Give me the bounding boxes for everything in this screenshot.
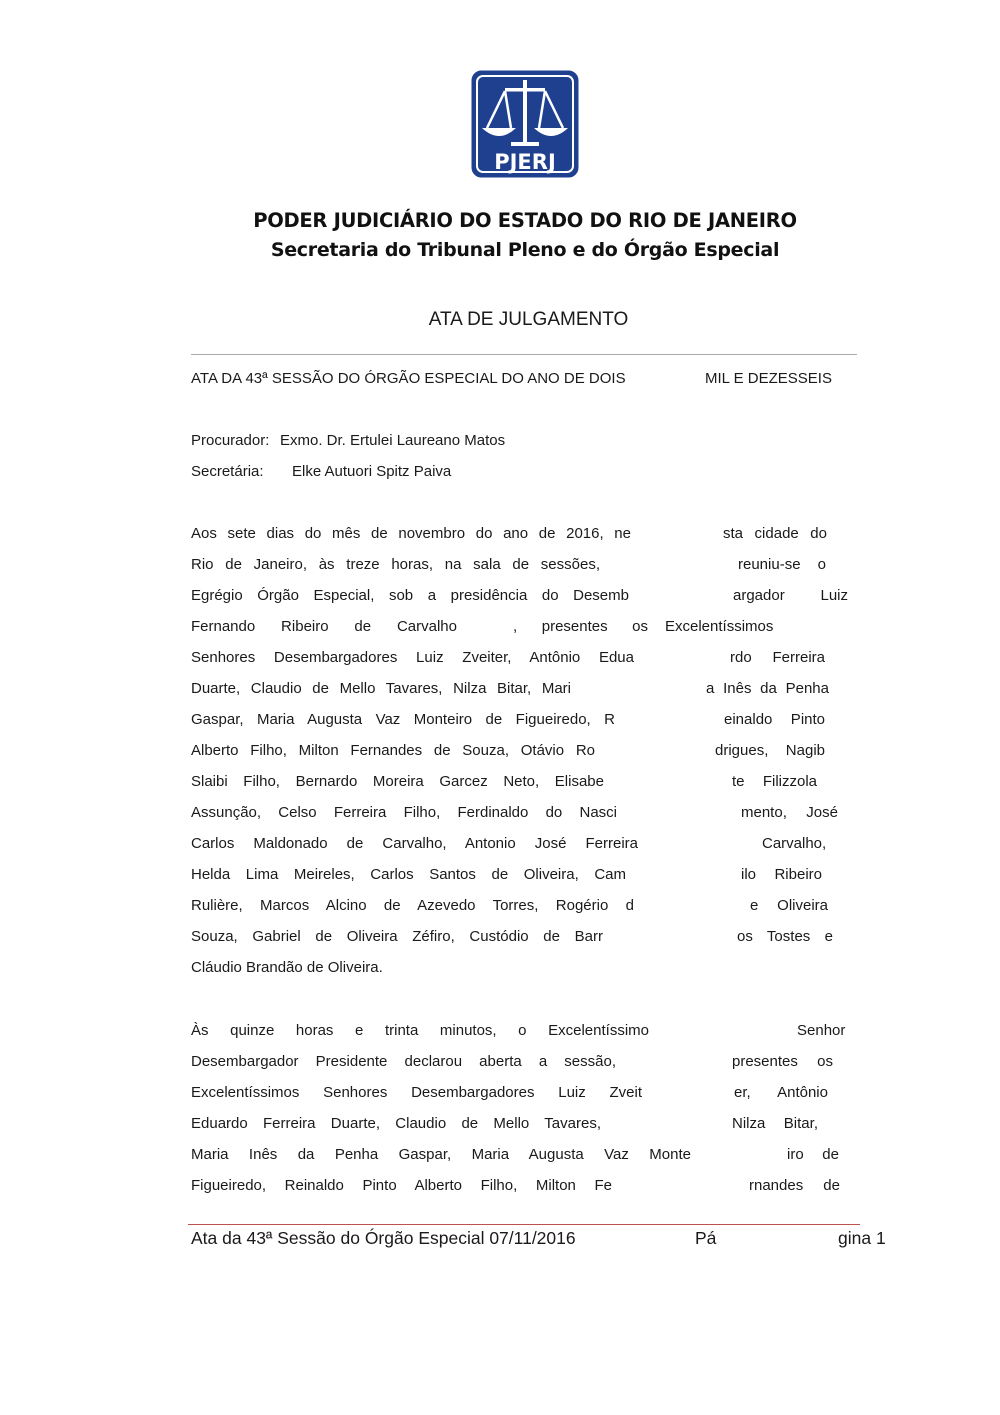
line-text-right: drigues, Nagib	[715, 742, 825, 759]
footer-page-label-start: Pá	[695, 1228, 717, 1248]
line-text-left: Gaspar, Maria Augusta Vaz Monteiro de Figueiredo, R	[191, 711, 615, 728]
procurador-name: Exmo. Dr. Ertulei Laureano Matos	[280, 432, 506, 449]
line-text-right: a Inês da Penha	[706, 680, 829, 697]
line-text-left: Rio de Janeiro, às treze horas, na sala de sessões,	[191, 556, 600, 573]
document-type: ATA DE JULGAMENTO	[428, 309, 629, 330]
line-text-left: Maria Inês da Penha Gaspar, Maria Augusta Vaz Monte	[191, 1146, 691, 1163]
line-text-right: Senhor	[797, 1022, 846, 1039]
line-text-right: argador Luiz	[733, 587, 848, 604]
logo-text: PJERJ	[494, 150, 556, 174]
line-text-right: Carvalho,	[762, 835, 827, 852]
line-text-right: einaldo Pinto	[724, 711, 825, 728]
secretariat-heading: Secretaria do Tribunal Pleno e do Órgão Especial	[270, 239, 780, 261]
line-text-left: Souza, Gabriel de Oliveira Zéfiro, Custódio de Barr	[191, 928, 603, 945]
line-text-middle: , presentes os	[513, 618, 648, 635]
line-text-right: ilo Ribeiro	[741, 866, 822, 883]
line-text-left: Helda Lima Meireles, Carlos Santos de Oliveira, Cam	[191, 866, 626, 883]
line-text-right: presentes os	[732, 1053, 833, 1070]
line-text-left: Fernando Ribeiro de Carvalho	[191, 618, 457, 635]
line-text-left: Excelentíssimos Senhores Desembargadores Luiz Zveit	[191, 1084, 642, 1101]
line-text-right: te Filizzola	[732, 773, 817, 790]
line-text-left: Duarte, Claudio de Mello Tavares, Nilza Bitar, Mari	[191, 680, 571, 697]
line-text-left: Eduardo Ferreira Duarte, Claudio de Mello Tavares,	[191, 1115, 601, 1132]
header-divider	[191, 354, 857, 355]
line-text-right: sta cidade do	[723, 525, 827, 542]
line-text-left: Desembargador Presidente declarou aberta a sessão,	[191, 1053, 616, 1070]
secretaria-label: Secretária:	[191, 463, 264, 480]
line-text-left: Carlos Maldonado de Carvalho, Antonio José Ferreira	[191, 835, 638, 852]
secretaria-name: Elke Autuori Spitz Paiva	[292, 463, 452, 480]
session-title-left: ATA DA 43ª SESSÃO DO ÓRGÃO ESPECIAL DO ANO DE DOIS	[191, 370, 626, 387]
line-text-left: Às quinze horas e trinta minutos, o Excelentíssimo	[191, 1022, 649, 1039]
line-text-right: rdo Ferreira	[730, 649, 825, 666]
footer-divider	[188, 1224, 860, 1225]
procurador-label: Procurador:	[191, 432, 270, 449]
line-text-right: reuniu-se o	[738, 556, 826, 573]
line-text-right: Excelentíssimos	[665, 618, 774, 635]
line-text-left: Slaibi Filho, Bernardo Moreira Garcez Neto, Elisabe	[191, 773, 604, 790]
line-text-right: mento, José	[741, 804, 838, 821]
line-text-left: Assunção, Celso Ferreira Filho, Ferdinaldo do Nasci	[191, 804, 617, 821]
line-text-left: Rulière, Marcos Alcino de Azevedo Torres, Rogério d	[191, 897, 634, 914]
line-text-right: rnandes de	[749, 1177, 840, 1194]
line-text-left: Alberto Filho, Milton Fernandes de Souza, Otávio Ro	[191, 742, 595, 759]
line-text-left: Senhores Desembargadores Luiz Zveiter, Antônio Edua	[191, 649, 634, 666]
line-text-left: Egrégio Órgão Especial, sob a presidência do Desemb	[191, 587, 629, 604]
line-text-right: er, Antônio	[734, 1084, 828, 1101]
line-text-left: Cláudio Brandão de Oliveira.	[191, 959, 383, 976]
session-title-right: MIL E DEZESSEIS	[705, 370, 832, 387]
line-text-right: iro de	[787, 1146, 839, 1163]
line-text-right: e Oliveira	[750, 897, 828, 914]
court-name-heading: PODER JUDICIÁRIO DO ESTADO DO RIO DE JANEIRO	[253, 209, 797, 232]
line-text-right: os Tostes e	[737, 928, 833, 945]
pjerj-logo	[471, 70, 579, 178]
line-text-left: Figueiredo, Reinaldo Pinto Alberto Filho, Milton Fe	[191, 1177, 612, 1194]
line-text-left: Aos sete dias do mês de novembro do ano de 2016, ne	[191, 525, 631, 542]
footer-page-number: gina 1	[838, 1228, 886, 1248]
line-text-right: Nilza Bitar,	[732, 1115, 818, 1132]
footer-session-info: Ata da 43ª Sessão do Órgão Especial 07/11/2016	[191, 1228, 576, 1248]
